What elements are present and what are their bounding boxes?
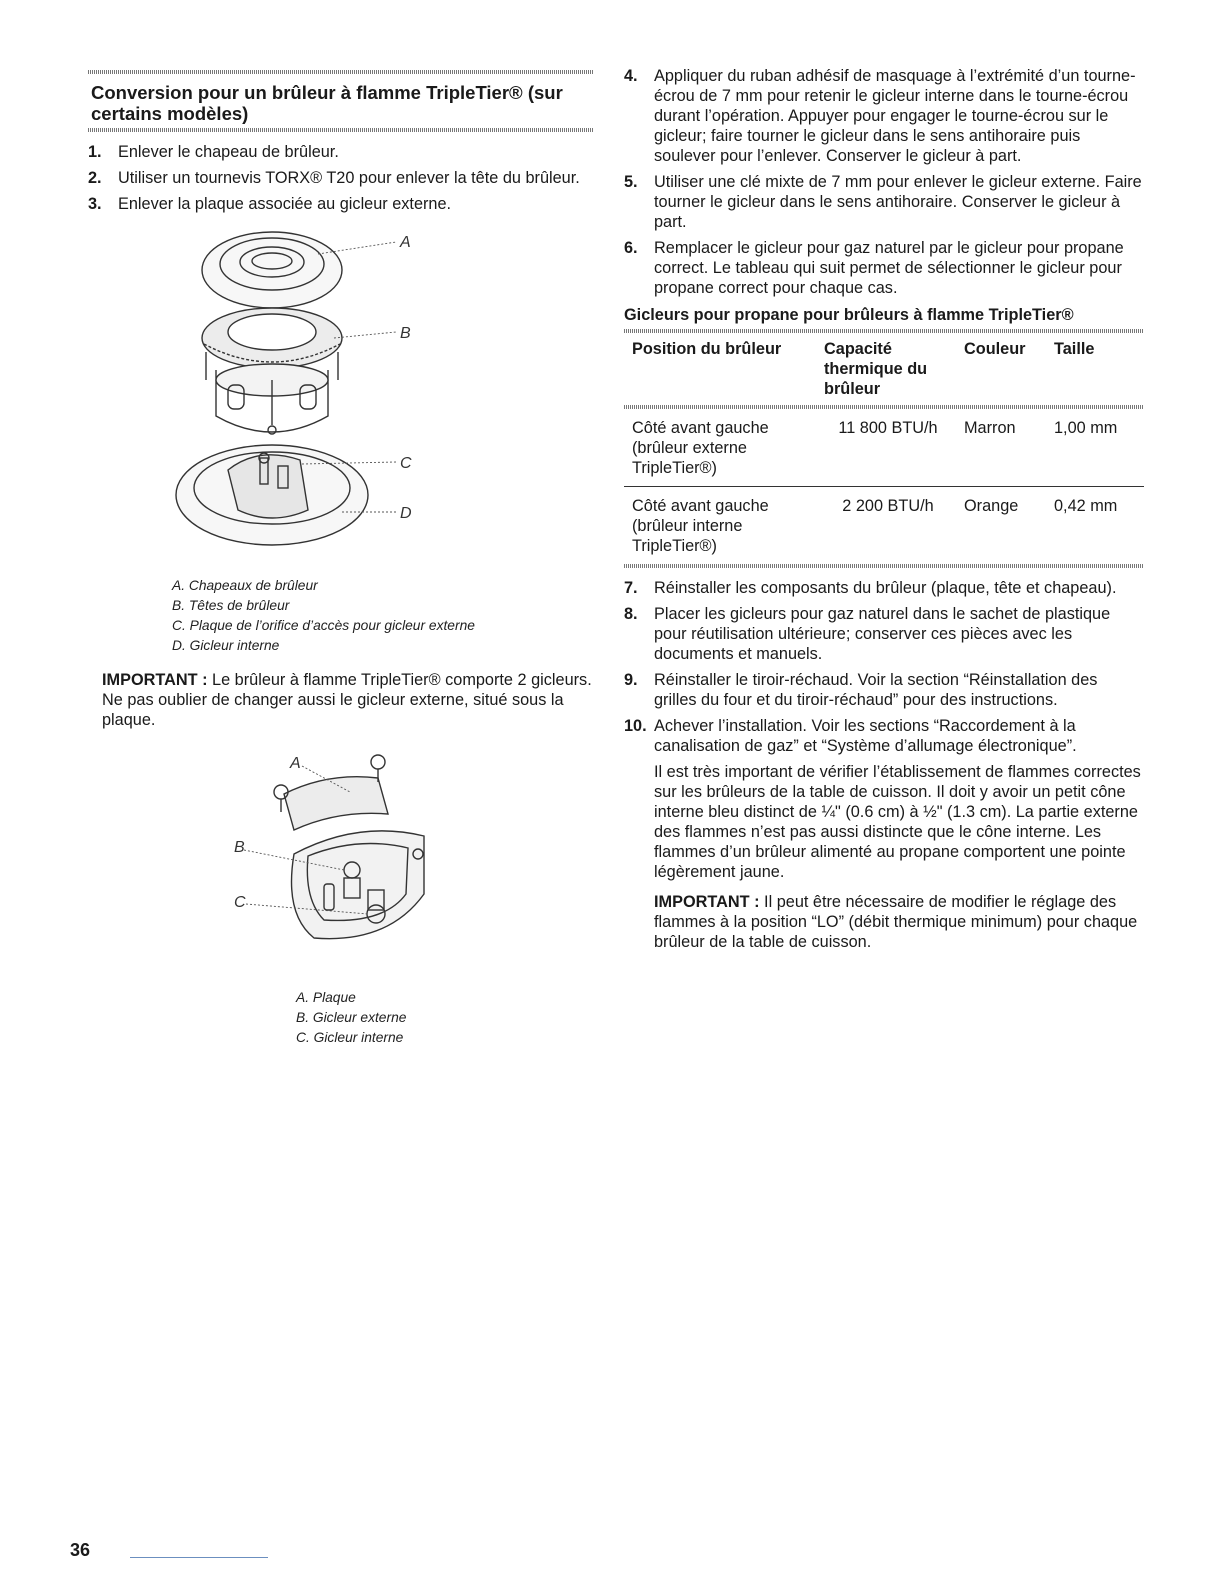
table-cell: 1,00 mm [1054, 419, 1118, 437]
table-header: Taille [1054, 340, 1095, 358]
table-header: Capacité thermique du brûleur [824, 340, 928, 398]
caption-line: C. Plaque de l’orifice d’accès pour gicleur externe [172, 618, 475, 633]
list-item: 3. Enlever la plaque associée au gicleur externe. [88, 195, 452, 213]
steps-list-right-top [624, 66, 1144, 298]
table-header-row [624, 333, 1144, 405]
caption-line: B. Gicleur externe [296, 1010, 407, 1025]
list-item: 9. Réinstaller le tiroir-réchaud. Voir la section “Réinstallation des grilles du four et du tiroir-réchaud” pour des instructions. [624, 671, 1098, 709]
propane-jets-table [624, 333, 1144, 564]
left-column [88, 70, 593, 1048]
list-item: 1. Enlever le chapeau de brûleur. [88, 143, 339, 161]
fig1-label-d: D [400, 505, 412, 522]
fig2-label-a: A [290, 755, 301, 772]
table-cell: Orange [964, 497, 1019, 515]
important-note-right: IMPORTANT : Il peut être nécessaire de modifier le réglage des flammes à la position “LO” (débit thermique minimum) pour chaque brûleur de la table de cuisson. [654, 893, 1138, 951]
list-item: 4. Appliquer du ruban adhésif de masquage à l’extrémité d’un tourne-écrou de 7 mm pour retenir le gicleur interne dans le tourne-écrou durant l’opération. Appuyer pour engager le tourne-écrou sur le gicleur; faire tourner le gicleur dans le sens antihoraire puis soulever pour l’enlever. Conserver le gicleur à part. [624, 67, 1136, 165]
table-header: Couleur [964, 340, 1026, 358]
fig1-captions [172, 576, 593, 656]
table-cell: 2 200 BTU/h [842, 497, 934, 515]
right-column [624, 66, 1144, 952]
fig1-label-b: B [400, 325, 411, 342]
page-number: 36 [70, 1540, 91, 1560]
fig1-label-c: C [400, 455, 412, 472]
caption-line: D. Gicleur interne [172, 638, 280, 653]
table-cell: Marron [964, 419, 1016, 437]
table-title: Gicleurs pour propane pour brûleurs à flamme TripleTier® [624, 306, 1074, 324]
caption-line: B. Têtes de brûleur [172, 598, 290, 613]
steps-list-right-bottom [624, 578, 1144, 756]
table-cell: 0,42 mm [1054, 497, 1118, 515]
table-row [624, 487, 1144, 564]
important-note-left: IMPORTANT : Le brûleur à flamme TripleTier® comporte 2 gicleurs. Ne pas oublier de changer aussi le gicleur externe, situé sous la plaque. [102, 671, 592, 729]
table-header: Position du brûleur [632, 340, 782, 358]
table-row [624, 409, 1144, 486]
fig1-label-a: A [400, 234, 411, 251]
list-item: 6. Remplacer le gicleur pour gaz naturel par le gicleur pour propane correct. Le tableau qui suit permet de sélectionner le gicleur pour propane correct pour chaque cas. [624, 239, 1124, 297]
list-item: 8. Placer les gicleurs pour gaz naturel dans le sachet de plastique pour réutilisation ultérieure; conserver ces pièces avec les documents et manuels. [624, 605, 1111, 663]
table-cell: Côté avant gauche (brûleur externe TripleTier®) [632, 419, 769, 477]
list-item: 2. Utiliser un tournevis TORX® T20 pour enlever la tête du brûleur. [88, 169, 580, 187]
footer-rule [130, 1557, 268, 1558]
list-item: 10. Achever l’installation. Voir les sections “Raccordement à la canalisation de gaz” et “Système d’allumage électronique”. [624, 717, 1077, 755]
jets-plate-figure [88, 744, 593, 984]
fig2-captions [296, 988, 593, 1048]
table-cell: Côté avant gauche (brûleur interne TripleTier®) [632, 497, 769, 555]
steps-list-left [88, 142, 593, 214]
burner-exploded-figure [88, 220, 593, 570]
caption-line: A. Chapeaux de brûleur [172, 578, 318, 593]
heading-bottom-rule [88, 128, 593, 132]
list-item: 5. Utiliser une clé mixte de 7 mm pour enlever le gicleur externe. Faire tourner le gicleur dans le sens antihoraire. Conserver le gicleur à part. [624, 173, 1142, 231]
section-heading: Conversion pour un brûleur à flamme TripleTier® (sur certains modèles) [91, 82, 563, 124]
table-bottom-rule [624, 564, 1144, 568]
list-item: 7. Réinstaller les composants du brûleur (plaque, tête et chapeau). [624, 579, 1117, 597]
fig2-label-c: C [234, 894, 246, 911]
caption-line: A. Plaque [296, 990, 356, 1005]
caption-line: C. Gicleur interne [296, 1030, 404, 1045]
table-cell: 11 800 BTU/h [838, 419, 938, 437]
flame-note: Il est très important de vérifier l’établissement de flammes correctes sur les brûleurs de la table de cuisson. Il doit y avoir un petit cône interne bleu distinct de ¼" (0.6 cm) à ½" (1.3 cm). La partie externe des flammes n’est pas aussi distincte que le cône interne. Les flammes d’un brûleur alimenté au propane comportent une pointe légèrement jaune. [654, 763, 1141, 881]
fig2-label-b: B [234, 839, 245, 856]
